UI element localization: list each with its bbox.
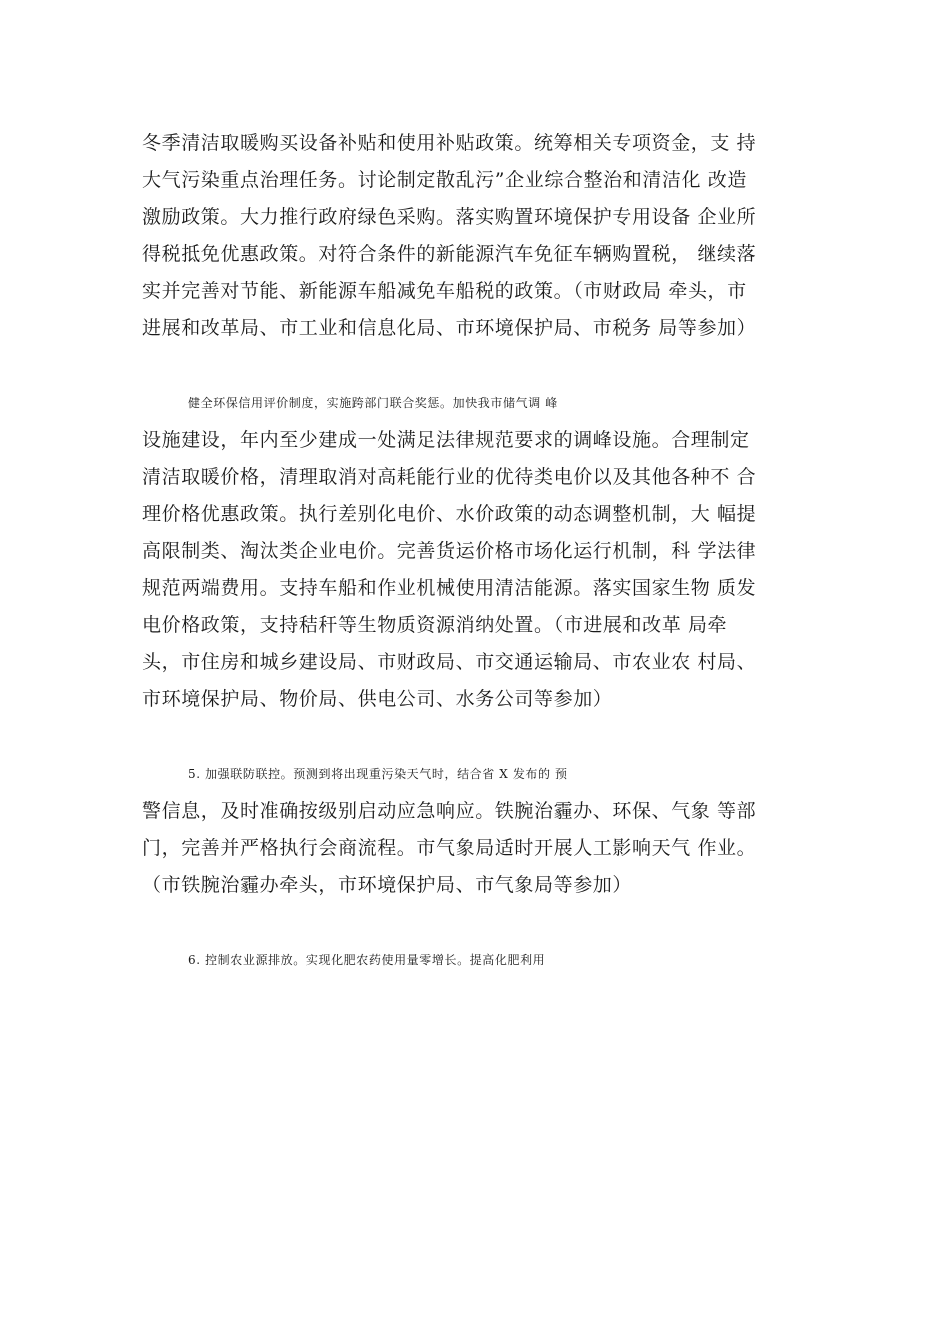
- paragraph-2-line-1: 健全环保信用评价制度，实施跨部门联合奖惩。加快我市储气调 峰: [188, 396, 558, 410]
- paragraph-4-line-1: 6. 控制农业源排放。实现化肥农药使用量零增长。提高化肥利用: [188, 953, 546, 967]
- paragraph-1-line-3: 激励政策。大力推行政府绿色采购。落实购置环境保护专用设备 企业所: [142, 206, 757, 228]
- paragraph-2-line-4: 理价格优惠政策。执行差别化电价、水价政策的动态调整机制，大 幅提: [142, 503, 757, 525]
- paragraph-1-line-6: 进展和改革局、市工业和信息化局、市环境保护局、市税务 局等参加）: [142, 317, 757, 339]
- paragraph-2-line-6: 规范两端费用。支持车船和作业机械使用清洁能源。落实国家生物 质发: [142, 577, 757, 599]
- paragraph-1-line-5: 实并完善对节能、新能源车船减免车船税的政策。（市财政局 牵头，市: [142, 280, 747, 302]
- paragraph-3-line-1: 5. 加强联防联控。预测到将出现重污染天气时，结合省 X 发布的 预: [188, 767, 568, 781]
- paragraph-2-line-7: 电价格政策，支持秸秆等生物质资源消纳处置。（市进展和改革 局牵: [142, 614, 728, 636]
- paragraph-1-line-2: 大气污染重点治理任务。讨论制定散乱污”企业综合整治和清洁化 改造: [142, 169, 747, 191]
- paragraph-1-line-4: 得税抵免优惠政策。对符合条件的新能源汽车免征车辆购置税， 继续落: [142, 243, 757, 265]
- paragraph-3-line-4: （市铁腕治霾办牵头，市环境保护局、市气象局等参加）: [142, 874, 633, 896]
- paragraph-2-line-8: 头，市住房和城乡建设局、市财政局、市交通运输局、市农业农 村局、: [142, 651, 757, 673]
- paragraph-1-line-1: 冬季清洁取暖购买设备补贴和使用补贴政策。统筹相关专项资金，支 持: [142, 132, 757, 154]
- paragraph-2-line-2: 设施建设，年内至少建成一处满足法律规范要求的调峰设施。合理制定: [142, 429, 750, 451]
- paragraph-2-line-9: 市环境保护局、物价局、供电公司、水务公司等参加）: [142, 688, 613, 710]
- paragraph-2-line-5: 高限制类、淘汰类企业电价。完善货运价格市场化运行机制，科 学法律: [142, 540, 757, 562]
- paragraph-2-line-3: 清洁取暖价格，清理取消对高耗能行业的优待类电价以及其他各种不 合: [142, 466, 757, 488]
- paragraph-3-line-3: 门，完善并严格执行会商流程。市气象局适时开展人工影响天气 作业。: [142, 837, 757, 859]
- paragraph-3-line-2: 警信息，及时准确按级别启动应急响应。铁腕治霾办、环保、气象 等部: [142, 800, 757, 822]
